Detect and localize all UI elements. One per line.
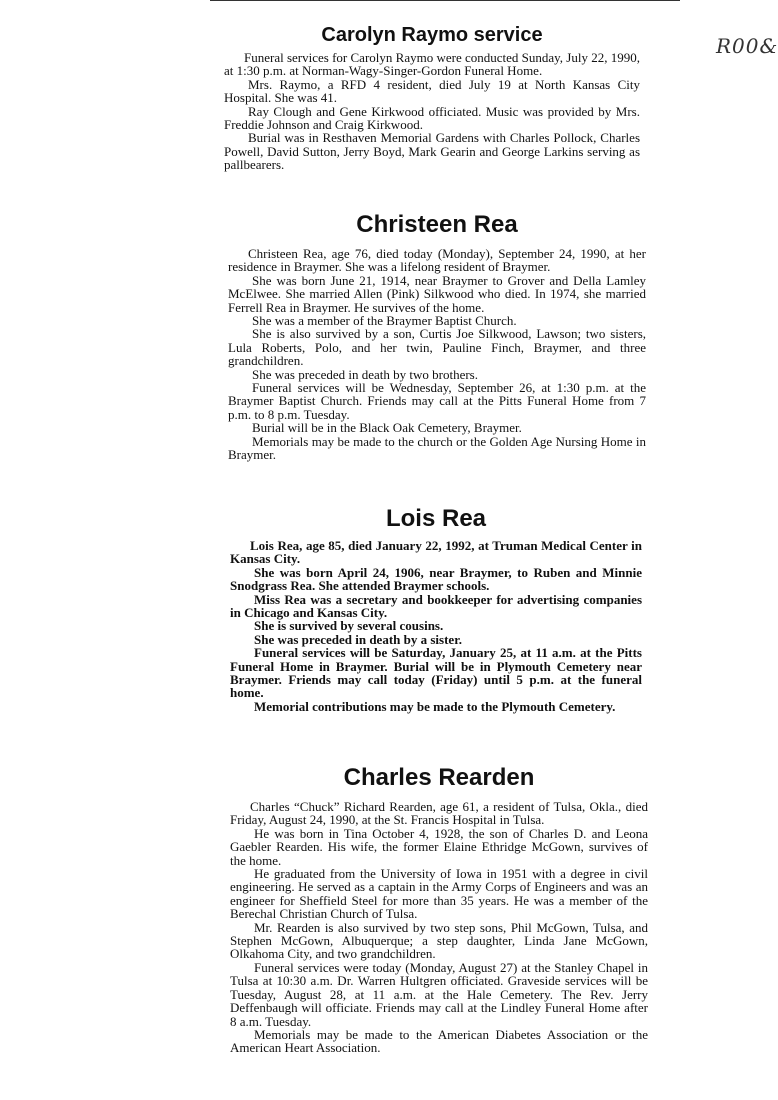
obituary-paragraph: Memorials may be made to the church or the Golden Age Nursing Home in Braymer.: [228, 433, 646, 463]
obituary-title: Christeen Rea: [356, 211, 518, 238]
obituary-paragraph: Funeral services for Carolyn Raymo were conducted Sunday, July 22, 1990, at 1:30 p.m. at Norman-Wagy-Singer-Gordon Funeral Home.: [224, 50, 640, 79]
obituary-paragraph: She is survived by several cousins.: [254, 618, 444, 634]
obituary-title: Carolyn Raymo service: [321, 24, 543, 46]
top-rule: [210, 0, 680, 1]
obituary-lois-rea: [230, 505, 642, 713]
obituary-paragraph: Miss Rea was a secretary and bookkeeper for advertising companies in Chicago and Kansas City.: [230, 591, 642, 621]
obituary-paragraph: Lois Rea, age 85, died January 22, 1992, at Truman Medical Center in Kansas City.: [230, 538, 642, 567]
obituary-paragraph: She was born June 21, 1914, near Braymer to Grover and Della Lamley McElwee. She married Allen (Pink) Silkwood who died. In 1974, she married Ferrell Rea in Braymer. He survives of the home.: [228, 272, 646, 315]
obituary-paragraph: She was preceded in death by two brothers.: [252, 366, 478, 382]
obituary-paragraph: He was born in Tina October 4, 1928, the son of Charles D. and Leona Gaebler Rearden. His wife, the former Elaine Ethridge McGown, survives of the home.: [230, 825, 648, 868]
obituary-paragraph: Funeral services will be Saturday, January 25, at 11 a.m. at the Pitts Funeral Home in Braymer. Burial will be in Plymouth Cemetery near Braymer. Friends may call today (Friday) until 5 p.m. at the funeral home.: [230, 645, 642, 701]
obituary-paragraph: Ray Clough and Gene Kirkwood officiated. Music was provided by Mrs. Freddie Johnson and Craig Kirkwood.: [224, 103, 640, 133]
obituary-carolyn-raymo: [224, 24, 640, 172]
handwritten-margin-note: R00&: [716, 34, 778, 58]
obituary-paragraph: She was preceded in death by a sister.: [254, 631, 463, 647]
obituary-paragraph: Charles “Chuck” Richard Rearden, age 61, a resident of Tulsa, Okla., died Friday, August 24, 1990, at the St. Francis Hospital in Tulsa.: [230, 799, 648, 828]
obituary-paragraph: Burial will be in the Black Oak Cemetery, Braymer.: [252, 420, 522, 436]
obituary-paragraph: Memorials may be made to the American Diabetes Association or the American Heart Association.: [230, 1026, 648, 1056]
obituary-paragraph: Funeral services were today (Monday, August 27) at the Stanley Chapel in Tulsa at 10:30 a.m. Dr. Warren Hultgren officiated. Graveside services will be Tuesday, August 28, at 11 a.m. at the Hale Cemetery. The Rev. Jerry Deffenbaugh will officiate. Friends may call at the Lindley Funeral Home after 8 a.m. Tuesday.: [230, 959, 648, 1029]
obituary-paragraph: He graduated from the University of Iowa in 1951 with a degree in civil engineering. He served as a captain in the Army Corps of Engineers and was an engineer for Sheffield Steel for more than 35 years. He was a member of the Berechal Christian Church of Tulsa.: [230, 866, 648, 922]
obituary-paragraph: Christeen Rea, age 76, died today (Monday), September 24, 1990, at her residence in Braymer. She was a lifelong resident of Braymer.: [228, 246, 646, 275]
obituary-charles-rearden: [230, 764, 648, 1055]
obituary-paragraph: She was born April 24, 1906, near Braymer, to Ruben and Minnie Snodgrass Rea. She attended Braymer schools.: [230, 564, 642, 594]
obituary-title: Lois Rea: [385, 505, 487, 532]
obituary-paragraph: Mr. Rearden is also survived by two step sons, Phil McGown, Tulsa, and Stephen McGown, Albuquerque; a step daughter, Linda Jane McGown, Olkahoma City, and two grandchildren.: [230, 919, 648, 962]
obituary-title: Charles Rearden: [343, 764, 535, 791]
obituary-paragraph: She was a member of the Braymer Baptist Church.: [252, 313, 517, 329]
obituary-paragraph: Burial was in Resthaven Memorial Gardens with Charles Pollock, Charles Powell, David Sutton, Jerry Boyd, Mark Gearin and George Larkins serving as pallbearers.: [224, 130, 640, 173]
obituary-paragraph: She is also survived by a son, Curtis Joe Silkwood, Lawson; two sisters, Lula Roberts, Polo, and her twin, Pauline Finch, Braymer, and three grandchildren.: [228, 326, 646, 369]
obituary-paragraph: Memorial contributions may be made to the Plymouth Cemetery.: [254, 698, 616, 714]
obituary-christeen-rea: [228, 211, 646, 462]
obituary-paragraph: Funeral services will be Wednesday, September 26, at 1:30 p.m. at the Braymer Baptist Church. Friends may call at the Pitts Funeral Home from 7 p.m. to 8 p.m. Tuesday.: [228, 380, 646, 422]
obituary-paragraph: Mrs. Raymo, a RFD 4 resident, died July 19 at North Kansas City Hospital. She was 41.: [224, 76, 640, 106]
